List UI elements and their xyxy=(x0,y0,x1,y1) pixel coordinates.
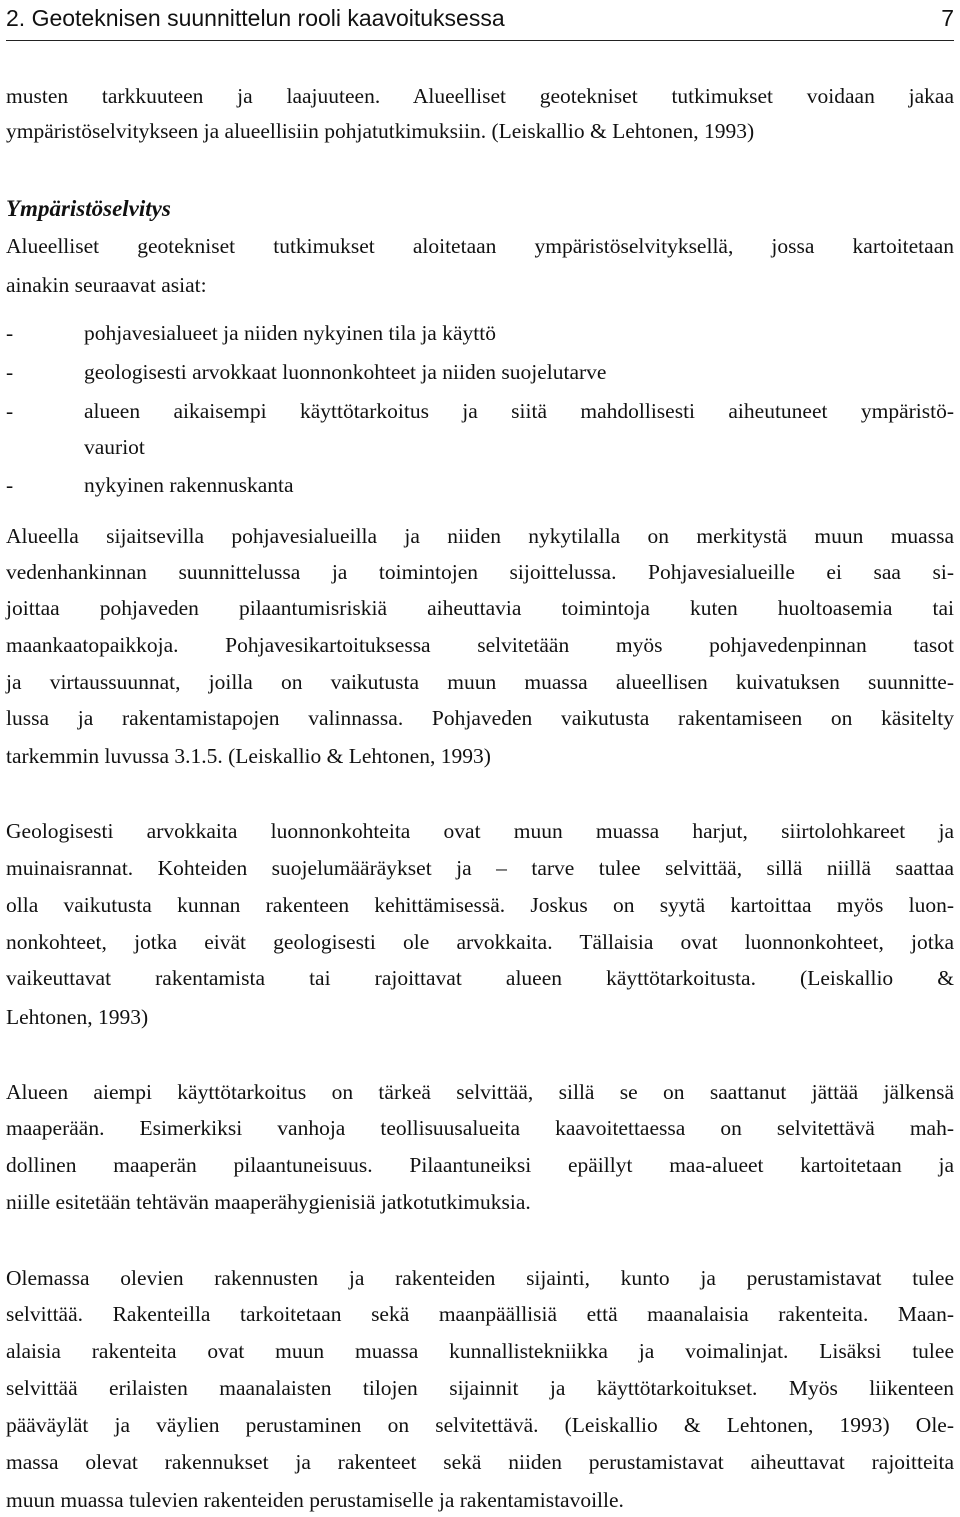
paragraph-line: maankaatopaikkoja. Pohjavesikartoituksessa selvitetään myös pohjavedenpinnan tasot xyxy=(6,633,954,657)
paragraph-line: selvittää erilaisten maanalaisten tilojen sijainnit ja käyttötarkoitukset. Myös liikenteen xyxy=(6,1376,954,1400)
list-item-text: geologisesti arvokkaat luonnonkohteet ja niiden suojelutarve xyxy=(84,360,607,384)
list-item xyxy=(6,394,954,428)
header-divider xyxy=(6,40,954,41)
paragraph-line: Alueella sijaitsevilla pohjavesialueilla ja niiden nykytilalla on merkitystä muun muassa xyxy=(6,524,954,548)
list-item xyxy=(6,316,954,350)
paragraph-line: maaperään. Esimerkiksi vanhoja teollisuusalueita kaavoitettaessa on selvitettävä mah- xyxy=(6,1116,954,1140)
list-item-text: pohjavesialueet ja niiden nykyinen tila ja käyttö xyxy=(84,321,496,345)
paragraph-line: nonkohteet, jotka eivät geologisesti ole arvokkaita. Tällaisia ovat luonnonkohteet, jotka xyxy=(6,930,954,954)
list-item-continuation xyxy=(6,430,954,464)
list-item xyxy=(6,468,954,502)
paragraph-line: olla vaikutusta kunnan rakenteen kehittämisessä. Joskus on syytä kartoittaa myös luon- xyxy=(6,893,954,917)
list-item xyxy=(6,355,954,389)
intro-line: ympäristöselvitykseen ja alueellisiin pohjatutkimuksiin. (Leiskallio & Lehtonen, 1993) xyxy=(6,119,755,143)
list-dash: - xyxy=(6,473,14,497)
page-number: 7 xyxy=(941,4,954,31)
paragraph-line: tarkemmin luvussa 3.1.5. (Leiskallio & Lehtonen, 1993) xyxy=(6,744,491,768)
paragraph-line: Geologisesti arvokkaita luonnonkohteita ovat muun muassa harjut, siirtolohkareet ja xyxy=(6,819,954,843)
paragraph-line: Olemassa olevien rakennusten ja rakenteiden sijainti, kunto ja perustamistavat tulee xyxy=(6,1266,954,1290)
list-dash: - xyxy=(6,360,14,384)
paragraph-line: vedenhankinnan suunnittelussa ja toimintojen sijoittelussa. Pohjavesialueille ei saa si- xyxy=(6,560,954,584)
paragraph-line: joittaa pohjaveden pilaantumisriskiä aiheuttavia toimintoja kuten huoltoasemia tai xyxy=(6,596,954,620)
paragraph-line: pääväylät ja väylien perustaminen on selvitettävä. (Leiskallio & Lehtonen, 1993) Ole- xyxy=(6,1413,954,1437)
paragraph-line: muinaisrannat. Kohteiden suojelumääräykset ja – tarve tulee selvittää, sillä niillä saattaa xyxy=(6,856,954,880)
paragraph-line: dollinen maaperän pilaantuneisuus. Pilaantuneiksi epäillyt maa-alueet kartoitetaan ja xyxy=(6,1153,954,1177)
paragraph-line: muun muassa tulevien rakenteiden perustamiselle ja rakentamistavoille. xyxy=(6,1488,624,1512)
paragraph-line: ja virtaussuunnat, joilla on vaikutusta muun muassa alueellisen kuivatuksen suunnitte- xyxy=(6,670,954,694)
section-lead-line: Alueelliset geotekniset tutkimukset aloitetaan ympäristöselvityksellä, jossa kartoitetaan xyxy=(6,234,954,258)
chapter-title: 2. Geoteknisen suunnittelun rooli kaavoituksessa xyxy=(6,4,505,31)
list-item-text: vauriot xyxy=(84,435,145,459)
section-heading: Ympäristöselvitys xyxy=(6,196,171,221)
list-dash: - xyxy=(6,399,14,423)
paragraph-line: lussa ja rakentamistapojen valinnassa. Pohjaveden vaikutusta rakentamiseen on käsitelty xyxy=(6,706,954,730)
list-item-text: nykyinen rakennuskanta xyxy=(84,473,294,497)
list-dash: - xyxy=(6,321,14,345)
paragraph-line: Lehtonen, 1993) xyxy=(6,1005,149,1029)
list-item-text: alueen aikaisempi käyttötarkoitus ja siitä mahdollisesti aiheutuneet ympäristö- xyxy=(84,399,954,423)
section-lead-line: ainakin seuraavat asiat: xyxy=(6,273,207,297)
page-header xyxy=(6,2,954,34)
paragraph-line: massa olevat rakennukset ja rakenteet sekä niiden perustamistavat aiheuttavat rajoitteita xyxy=(6,1450,954,1474)
paragraph-line: Alueen aiempi käyttötarkoitus on tärkeä selvittää, sillä se on saattanut jättää jälkensä xyxy=(6,1080,954,1104)
paragraph-line: alaisia rakenteita ovat muun muassa kunnallistekniikka ja voimalinjat. Lisäksi tulee xyxy=(6,1339,954,1363)
paragraph-line: selvittää. Rakenteilla tarkoitetaan sekä maanpäällisiä että maanalaisia rakenteita. Maan- xyxy=(6,1302,954,1326)
paragraph-line: vaikeuttavat rakentamista tai rajoittavat alueen käyttötarkoitusta. (Leiskallio & xyxy=(6,966,954,990)
paragraph-line: niille esitetään tehtävän maaperähygienisiä jatkotutkimuksia. xyxy=(6,1190,531,1214)
intro-line: musten tarkkuuteen ja laajuuteen. Alueelliset geotekniset tutkimukset voidaan jakaa xyxy=(6,84,954,108)
